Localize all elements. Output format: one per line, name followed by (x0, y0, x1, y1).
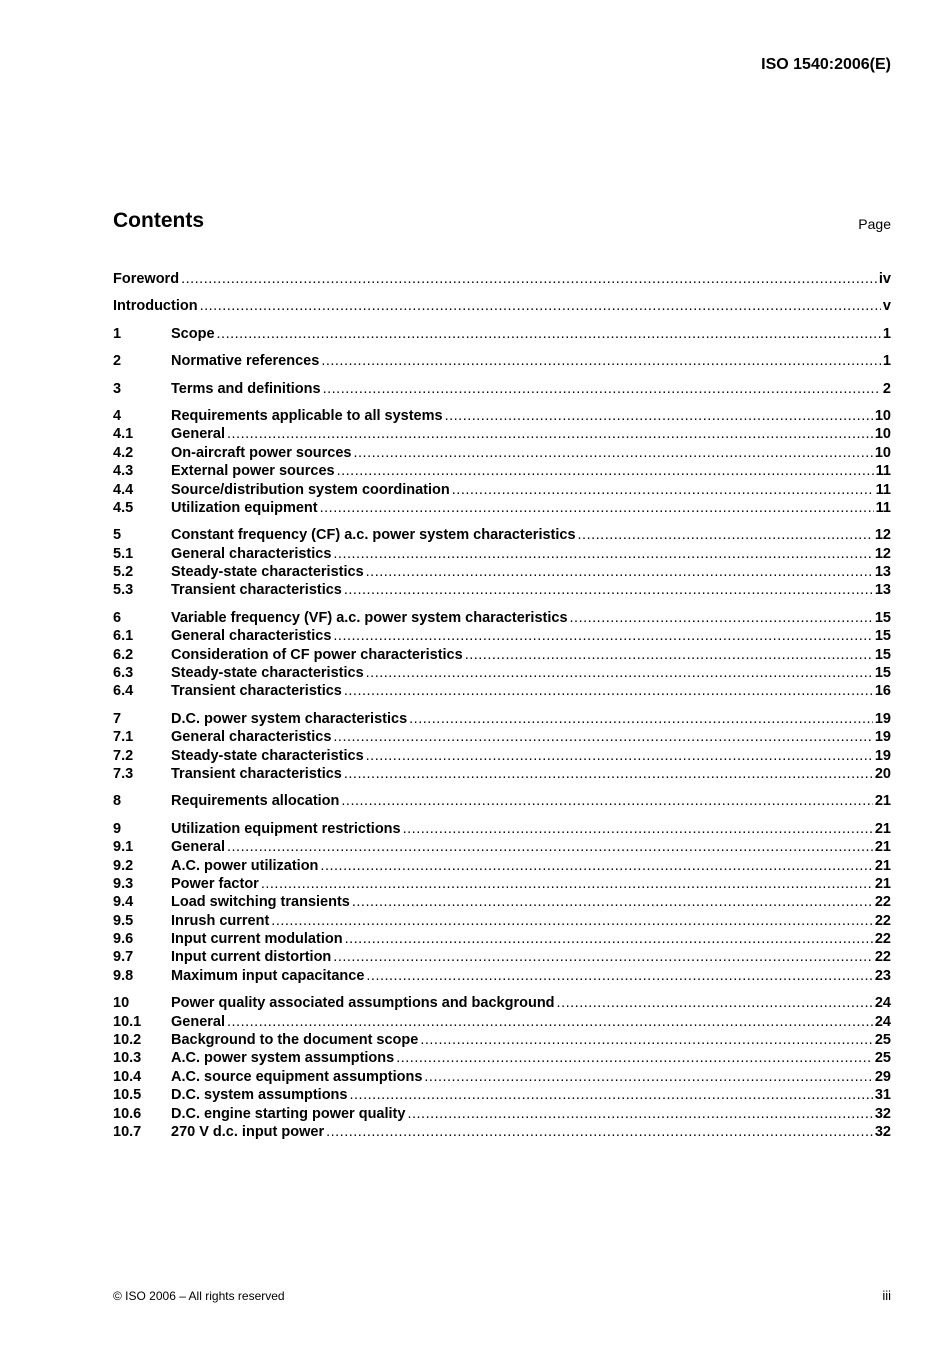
toc-entry-title: D.C. system assumptions (171, 1087, 348, 1104)
toc-entry-number: 10.2 (113, 1032, 142, 1049)
dot-leader (409, 710, 873, 728)
toc-entry-number: 8 (113, 793, 122, 810)
toc-entry-page: 21 (874, 839, 891, 856)
dot-leader (396, 1049, 873, 1067)
toc-entry-page: v (882, 298, 891, 315)
toc-entry-page: 22 (874, 912, 891, 929)
toc-entry-title: D.C. engine starting power quality (171, 1105, 406, 1122)
toc-entry[interactable] (113, 664, 891, 682)
toc-entry[interactable] (113, 967, 891, 985)
toc-entry-title: Background to the document scope (171, 1032, 419, 1049)
toc-entry-page: 25 (874, 1050, 891, 1067)
dot-leader (200, 297, 881, 315)
toc-entry-number: 7.3 (113, 765, 134, 782)
toc-entry-title: General (171, 839, 225, 856)
toc-entry-number: 4.2 (113, 444, 134, 461)
toc-entry[interactable] (113, 297, 891, 315)
toc-entry-page: 15 (874, 646, 891, 663)
toc-entry-title: Terms and definitions (171, 380, 321, 397)
toc-entry-number: 9.3 (113, 875, 134, 892)
dot-leader (333, 948, 873, 966)
toc-entry-number: 6.2 (113, 646, 134, 663)
toc-entry-title: Source/distribution system coordination (171, 481, 450, 498)
toc-entry-title: Requirements applicable to all systems (171, 407, 443, 424)
toc-entry[interactable] (113, 407, 891, 425)
toc-entry-title: Normative references (171, 353, 320, 370)
dot-leader (465, 646, 873, 664)
toc-entry-page: 23 (874, 967, 891, 984)
toc-entry[interactable] (113, 912, 891, 930)
toc-group (113, 820, 891, 986)
toc-entry-page: 24 (874, 1013, 891, 1030)
toc-entry[interactable] (113, 875, 891, 893)
toc-group (113, 710, 891, 784)
toc-group (113, 994, 891, 1141)
toc-entry[interactable] (113, 545, 891, 563)
toc-group (113, 297, 891, 315)
toc-entry-title: D.C. power system characteristics (171, 710, 408, 727)
dot-leader (320, 499, 874, 517)
toc-entry[interactable] (113, 710, 891, 728)
toc-entry-number: 6.1 (113, 628, 134, 645)
toc-entry[interactable] (113, 682, 891, 700)
dot-leader (320, 857, 872, 875)
toc-entry-page: 15 (874, 628, 891, 645)
toc-entry-number: 5 (113, 527, 122, 544)
toc-entry-page: 22 (874, 894, 891, 911)
toc-entry-title: Utilization equipment restrictions (171, 820, 401, 837)
toc-entry-page: 11 (875, 481, 891, 498)
toc-entry[interactable] (113, 499, 891, 517)
toc-entry-number: 4.5 (113, 499, 134, 516)
toc-entry-number: 7.2 (113, 747, 134, 764)
dot-leader (323, 380, 881, 398)
toc-entry-page: 11 (875, 499, 891, 516)
toc-entry-page: 10 (874, 444, 891, 461)
toc-entry-page: 20 (874, 765, 891, 782)
toc-entry-number: 7.1 (113, 729, 134, 746)
page-column-label: Page (858, 216, 891, 232)
toc-entry[interactable] (113, 728, 891, 746)
dot-leader (345, 930, 873, 948)
toc-entry-page: 25 (874, 1032, 891, 1049)
dot-leader (344, 682, 873, 700)
dot-leader (424, 1068, 872, 1086)
dot-leader (261, 875, 873, 893)
dot-leader (227, 838, 873, 856)
toc-entry-title: Input current modulation (171, 931, 343, 948)
toc-entry-page: 32 (874, 1124, 891, 1140)
dot-leader (452, 481, 874, 499)
dot-leader (217, 325, 881, 343)
toc-entry-number: 1 (113, 325, 122, 342)
toc-group (113, 526, 891, 600)
toc-entry-number: 10 (113, 995, 130, 1012)
toc-entry-page: 21 (874, 875, 891, 892)
toc-entry-title: 270 V d.c. input power (171, 1124, 325, 1140)
dot-leader (333, 627, 872, 645)
toc-entry-page: 1 (882, 353, 891, 370)
copyright-notice: © ISO 2006 – All rights reserved (113, 1289, 285, 1303)
toc-entry[interactable] (113, 857, 891, 875)
toc-entry-title: Input current distortion (171, 949, 332, 966)
dot-leader (326, 1123, 873, 1141)
toc-entry[interactable] (113, 627, 891, 645)
dot-leader (271, 912, 873, 930)
toc-entry-page: 32 (874, 1105, 891, 1122)
toc-entry-page: 11 (875, 463, 891, 480)
toc-entry-number: 4 (113, 407, 122, 424)
toc-entry-page: 19 (874, 710, 891, 727)
dot-leader (352, 893, 873, 911)
toc-entry-page: 2 (882, 380, 891, 397)
toc-entry[interactable] (113, 1068, 891, 1086)
toc-entry-title: Power factor (171, 875, 259, 892)
toc-entry[interactable] (113, 481, 891, 499)
toc-group (113, 792, 891, 810)
toc-entry-title: Requirements allocation (171, 793, 340, 810)
toc-entry-page: 31 (874, 1087, 891, 1104)
dot-leader (366, 967, 872, 985)
toc-entry[interactable] (113, 609, 891, 627)
toc-entry-title: Foreword (113, 270, 180, 287)
dot-leader (578, 526, 873, 544)
toc-entry-number: 6.3 (113, 665, 134, 682)
toc-entry-page: 22 (874, 949, 891, 966)
toc-entry-page: 21 (874, 793, 891, 810)
dot-leader (366, 747, 873, 765)
toc-entry-number: 9.5 (113, 912, 134, 929)
dot-leader (403, 820, 873, 838)
toc-entry-page: 12 (874, 527, 891, 544)
toc-entry-page: 21 (874, 857, 891, 874)
toc-entry[interactable] (113, 325, 891, 343)
toc-entry-page: 19 (874, 729, 891, 746)
page-number: iii (882, 1288, 891, 1303)
toc-entry[interactable] (113, 994, 891, 1012)
toc-entry-number: 7 (113, 710, 122, 727)
toc-entry-title: Inrush current (171, 912, 270, 929)
toc-entry-number: 4.4 (113, 481, 134, 498)
toc-entry-number: 9.6 (113, 931, 134, 948)
toc-entry-number: 5.2 (113, 564, 134, 581)
toc-entry-title: Utilization equipment (171, 499, 318, 516)
toc-entry-title: Transient characteristics (171, 683, 342, 700)
dot-leader (354, 444, 873, 462)
toc-entry-title: Scope (171, 325, 215, 342)
toc-entry-title: Transient characteristics (171, 765, 342, 782)
toc-entry[interactable] (113, 380, 891, 398)
toc-entry-title: Variable frequency (VF) a.c. power system characteristics (171, 609, 568, 626)
toc-entry-number: 10.5 (113, 1087, 142, 1104)
dot-leader (445, 407, 873, 425)
toc-entry-page: 10 (874, 407, 891, 424)
dot-leader (420, 1031, 873, 1049)
toc-entry[interactable] (113, 563, 891, 581)
toc-entry-page: 24 (874, 995, 891, 1012)
toc-entry-page: 22 (874, 931, 891, 948)
toc-entry[interactable] (113, 1013, 891, 1031)
toc-entry-number: 6 (113, 609, 122, 626)
toc-entry-page: 12 (874, 545, 891, 562)
toc-entry-title: General characteristics (171, 729, 332, 746)
toc-entry[interactable] (113, 1031, 891, 1049)
toc-group (113, 380, 891, 398)
toc-entry[interactable] (113, 893, 891, 911)
toc-entry-page: 10 (874, 426, 891, 443)
dot-leader (407, 1105, 872, 1123)
toc-entry-title: General (171, 1013, 225, 1030)
toc-entry-number: 10.1 (113, 1013, 142, 1030)
toc-entry[interactable] (113, 444, 891, 462)
dot-leader (344, 581, 873, 599)
toc-entry[interactable] (113, 425, 891, 443)
toc-entry[interactable] (113, 462, 891, 480)
dot-leader (366, 563, 873, 581)
dot-leader (341, 792, 872, 810)
toc-entry[interactable] (113, 646, 891, 664)
dot-leader (181, 270, 877, 288)
dot-leader (349, 1086, 872, 1104)
toc-entry-number: 10.7 (113, 1124, 142, 1140)
toc-entry-page: iv (878, 270, 891, 287)
toc-entry[interactable] (113, 1086, 891, 1104)
dot-leader (227, 425, 873, 443)
toc-entry-title: A.C. power system assumptions (171, 1050, 395, 1067)
toc-entry-title: Steady-state characteristics (171, 665, 364, 682)
toc-entry-number: 6.4 (113, 683, 134, 700)
toc-entry-page: 21 (874, 820, 891, 837)
toc-entry-number: 4.1 (113, 426, 134, 443)
dot-leader (337, 462, 874, 480)
toc-entry[interactable] (113, 765, 891, 783)
dot-leader (366, 664, 873, 682)
toc-entry-title: On-aircraft power sources (171, 444, 352, 461)
toc-entry-number: 5.3 (113, 582, 134, 599)
document-id: ISO 1540:2006(E) (761, 56, 891, 73)
dot-leader (321, 352, 881, 370)
toc-entry[interactable] (113, 1049, 891, 1067)
dot-leader (570, 609, 873, 627)
dot-leader (227, 1013, 873, 1031)
toc-entry-number: 2 (113, 353, 122, 370)
toc-entry-page: 13 (874, 582, 891, 599)
toc-entry[interactable] (113, 352, 891, 370)
toc-entry-page: 15 (874, 665, 891, 682)
toc-entry[interactable] (113, 747, 891, 765)
toc-entry[interactable] (113, 949, 891, 967)
toc-entry-page: 19 (874, 747, 891, 764)
toc-entry-page: 1 (882, 325, 891, 342)
toc-entry-page: 16 (874, 683, 891, 700)
toc-group (113, 270, 891, 288)
toc-group (113, 325, 891, 343)
toc-entry-title: Consideration of CF power characteristics (171, 646, 463, 663)
toc-entry-number: 9.7 (113, 949, 134, 966)
toc-entry-number: 3 (113, 380, 122, 397)
table-of-contents (113, 270, 891, 1150)
toc-entry[interactable] (113, 820, 891, 838)
toc-entry[interactable] (113, 1123, 891, 1141)
toc-entry-title: Constant frequency (CF) a.c. power system characteristics (171, 527, 576, 544)
dot-leader (344, 765, 873, 783)
toc-entry-title: Steady-state characteristics (171, 564, 364, 581)
toc-entry-title: Introduction (113, 298, 198, 315)
toc-entry-title: A.C. source equipment assumptions (171, 1068, 423, 1085)
toc-entry-number: 9.1 (113, 839, 134, 856)
toc-group (113, 407, 891, 517)
toc-entry-title: Transient characteristics (171, 582, 342, 599)
toc-entry-number: 10.4 (113, 1068, 142, 1085)
toc-entry[interactable] (113, 838, 891, 856)
toc-group (113, 352, 891, 370)
toc-entry-title: A.C. power utilization (171, 857, 319, 874)
toc-entry-number: 9.8 (113, 967, 134, 984)
toc-entry-page: 29 (874, 1068, 891, 1085)
toc-entry-title: Maximum input capacitance (171, 967, 365, 984)
dot-leader (333, 728, 872, 746)
toc-entry-page: 15 (874, 609, 891, 626)
toc-entry-number: 5.1 (113, 545, 134, 562)
toc-entry-title: Power quality associated assumptions and background (171, 995, 555, 1012)
toc-entry[interactable] (113, 270, 891, 288)
dot-leader (333, 545, 872, 563)
toc-entry-number: 9.2 (113, 857, 134, 874)
toc-entry-page: 13 (874, 564, 891, 581)
toc-entry-number: 10.3 (113, 1050, 142, 1067)
toc-entry[interactable] (113, 1105, 891, 1123)
toc-entry-number: 10.6 (113, 1105, 142, 1122)
toc-entry-title: General characteristics (171, 628, 332, 645)
toc-entry[interactable] (113, 792, 891, 810)
toc-group (113, 609, 891, 701)
contents-heading: Contents (113, 209, 204, 232)
toc-entry-number: 9 (113, 820, 122, 837)
toc-entry[interactable] (113, 930, 891, 948)
toc-entry[interactable] (113, 581, 891, 599)
toc-entry-title: General (171, 426, 225, 443)
toc-entry-title: External power sources (171, 463, 335, 480)
toc-entry-number: 9.4 (113, 894, 134, 911)
dot-leader (557, 994, 873, 1012)
toc-entry-number: 4.3 (113, 463, 134, 480)
toc-entry-title: General characteristics (171, 545, 332, 562)
toc-entry-title: Steady-state characteristics (171, 747, 364, 764)
toc-entry[interactable] (113, 526, 891, 544)
toc-entry-title: Load switching transients (171, 894, 350, 911)
